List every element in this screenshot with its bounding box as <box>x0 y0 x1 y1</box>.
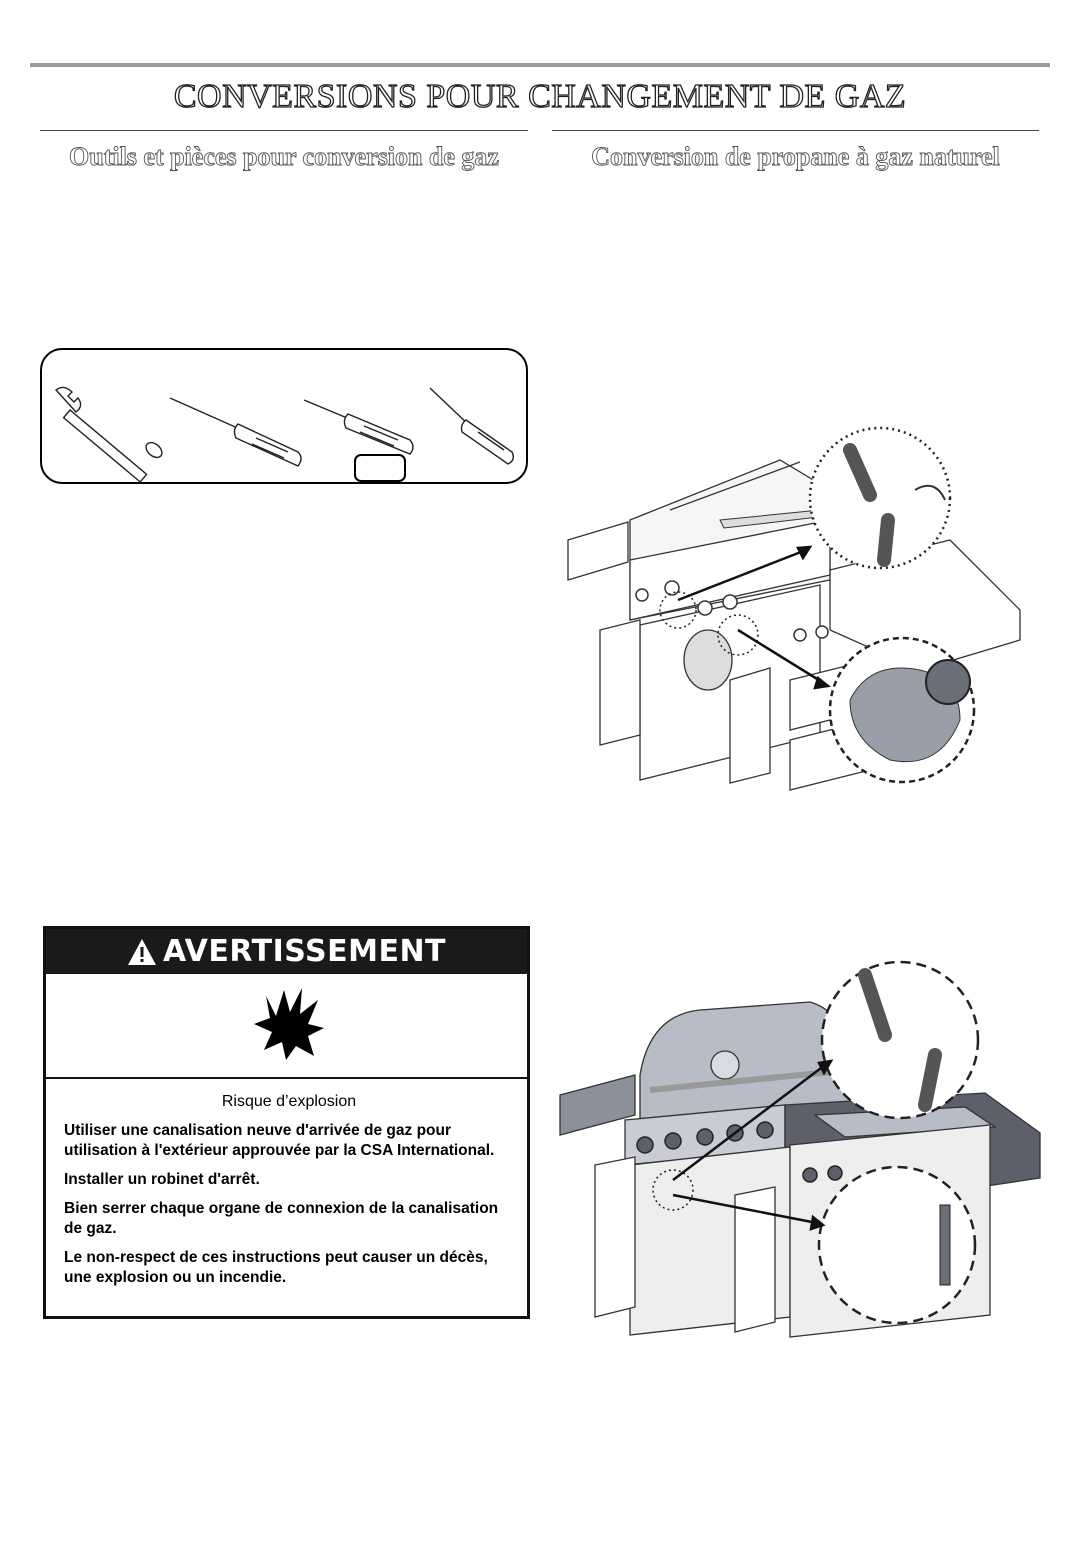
callout-hose-detail <box>822 962 978 1118</box>
grill-illustration-propane <box>560 420 1030 820</box>
grill-illustration-natural-gas <box>555 955 1050 1360</box>
warning-triangle-icon <box>127 937 157 967</box>
tools-panel <box>40 348 528 484</box>
warning-symbol-area <box>46 974 527 1079</box>
adjustable-wrench-icon <box>56 387 165 482</box>
callout-regulator-detail <box>819 1167 975 1323</box>
explosion-icon <box>246 984 334 1064</box>
warning-paragraph: Utiliser une canalisation neuve d'arrivée de gaz pour utilisation à l'extérieur approuvée par la CSA International. <box>64 1122 495 1159</box>
tools-parts-heading: Outils et pièces pour conversion de gaz <box>69 142 499 171</box>
left-column-rule <box>40 130 528 131</box>
right-column-rule <box>552 130 1039 131</box>
warning-paragraph: Le non-respect de ces instructions peut causer un décès, une explosion ou un incendie. <box>64 1249 488 1286</box>
warning-risk: Risque d’explosion <box>221 1093 357 1110</box>
tools-illustration <box>42 350 530 486</box>
top-rule <box>30 63 1050 67</box>
part-label-tag <box>354 454 406 482</box>
page-title: CONVERSIONS POUR CHANGEMENT DE GAZ <box>173 78 907 115</box>
phillips-screwdriver-icon <box>170 398 301 466</box>
flat-screwdriver-icon <box>304 400 413 454</box>
warning-paragraph: Installer un robinet d'arrêt. <box>64 1171 260 1188</box>
warning-text <box>64 1093 514 1297</box>
warning-paragraph: Bien serrer chaque organe de connexion de la canalisation de gaz. <box>64 1200 499 1237</box>
warning-label <box>43 926 530 1319</box>
small-screwdriver-icon <box>430 388 513 464</box>
warning-header <box>46 929 527 974</box>
warning-title: AVERTISSEMENT <box>162 934 447 969</box>
propane-to-natural-gas-heading: Conversion de propane à gaz naturel <box>591 142 1000 171</box>
